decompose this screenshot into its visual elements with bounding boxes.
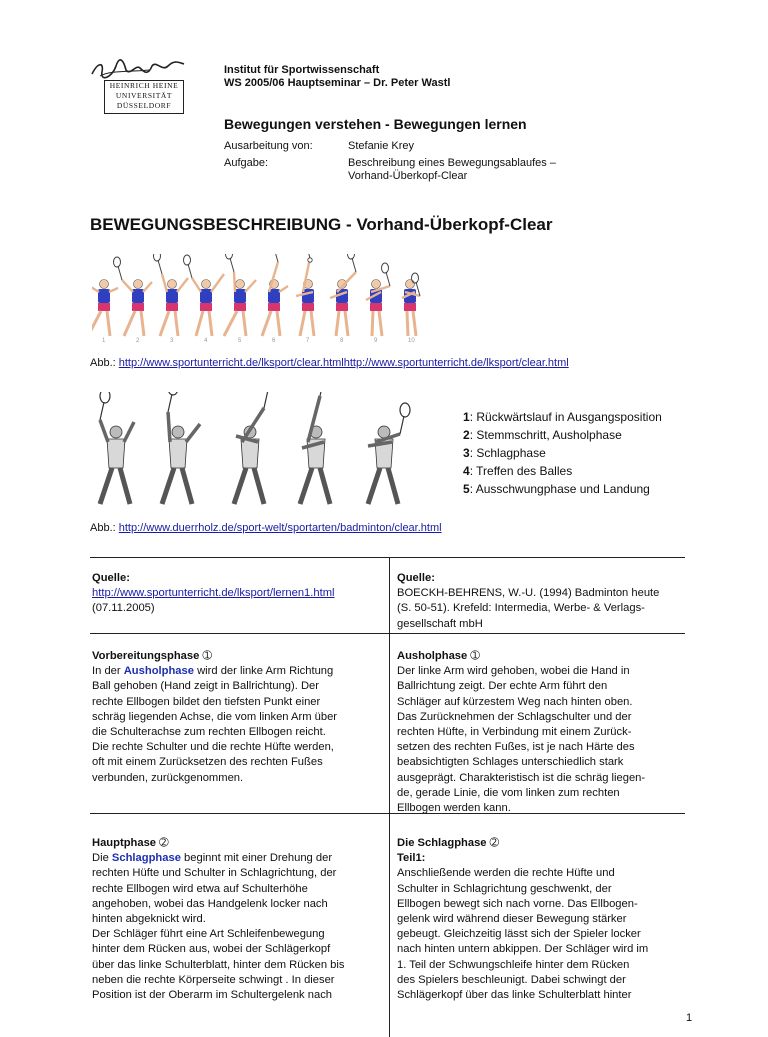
task-value-line2: Vorhand-Überkopf-Clear [348,170,468,182]
figure2-caption-prefix: Abb.: [90,522,116,534]
frame-number: 10 [408,338,415,344]
document-heading: Bewegungen verstehen - Bewegungen lernen [224,116,527,132]
author-value: Stefanie Krey [348,140,415,152]
right-phase1-line: Schläger auf kürzestem Weg nach hinten oben. [397,695,633,708]
left-phase2-line: neben die rechte Körperseite schwingt . In dieser [92,973,335,986]
keyword-schlagphase: Schlagphase [111,852,181,865]
right-phase1-cell [397,649,687,816]
logo-line-3: DÜSSELDORF [116,101,172,110]
player-figure [224,254,256,344]
right-phase2-line: Schulter in Schlagrichtung geschwenkt, der [397,882,612,895]
right-phase2-line: Schlägerkopf über das linke Schulterblatt hinter [397,989,632,1002]
seminar-line: WS 2005/06 Hauptseminar – Dr. Peter Wastl [224,77,451,89]
left-phase2-first-line [92,851,384,866]
grayscale-player-figure [368,403,410,504]
frame-number: 1 [102,338,106,344]
legend-num: 5 [463,482,470,496]
legend-item [463,408,662,426]
left-phase1-line: schräg liegenden Achse, die vom linken Arm über [92,710,338,723]
player-figure [296,254,314,344]
shuttlecock-icon [308,258,312,262]
right-source-cell [397,571,685,632]
right-phase1-line: setzen des rechten Fußes, ist je nach Härte des [397,741,635,754]
grayscale-player-figure [162,392,200,504]
figure2-caption [90,522,442,535]
player-figure [184,255,225,344]
legend-item [463,480,662,498]
left-phase1-title: Vorbereitungsphase ➀ [92,650,212,662]
legend-num: 2 [463,428,470,442]
table-rule-top [90,557,685,558]
right-phase2-line: Anschließende werden die rechte Hüfte und [397,867,615,880]
frame-number: 9 [374,338,378,344]
keyword-ausholphase: Ausholphase [123,665,194,678]
player-figure [114,257,153,344]
right-phase1-line: Ellbogen werden kann. [397,802,511,815]
legend-text: : Rückwärtslauf in Ausgangsposition [469,410,662,424]
text-fragment: Die [92,852,112,865]
legend-item [463,444,662,462]
logo-signature-icon [90,58,186,80]
task-label: Aufgabe: [224,157,269,169]
left-phase1-line: oft mit einem Zurücksetzen des rechten Fußes [92,756,323,769]
author-label: Ausarbeitung von: [224,140,313,152]
task-value-line1: Beschreibung eines Bewegungsablaufes – [348,157,556,169]
left-phase1-line: Ball gehoben (Hand zeigt in Ballrichtung). Der [92,680,319,693]
left-source-link[interactable]: http://www.sportunterricht.de/lksport/lernen1.html [92,587,335,600]
legend-text: : Stemmschritt, Ausholphase [469,428,622,442]
left-phase2-line: Position ist der Oberarm im Schultergelenk nach [92,989,333,1002]
legend-item [463,426,662,444]
right-phase1-line: ausgeprägt. Charakteristisch ist die schräg liegen- [397,771,646,784]
right-phase1-line: Der linke Arm wird gehoben, wobei die Hand in [397,665,630,678]
left-phase1-line: rechte Ellbogen bildet den tiefsten Punkt einer [92,695,321,708]
comparison-table [90,557,685,1037]
figure1-caption-prefix: Abb.: [90,357,116,369]
player-figure [92,261,118,344]
player-figure [330,254,356,344]
left-phase1-line: Die rechte Schulter und die rechte Hüfte werden, [92,741,334,754]
legend-text: : Ausschwungphase und Landung [469,482,650,496]
left-phase1-line: verbunden, zurückgenommen. [92,771,244,784]
right-phase1-line: de, gerade Linie, die vom linken zum rechten [397,786,620,799]
figure1-caption-link[interactable]: http://www.sportunterricht.de/lksport/clear.htmlhttp://www.sportunterricht.de/lksport/clear.html [118,357,569,369]
text-fragment: beginnt mit einer Drehung der [180,852,333,865]
right-phase2-line: 1. Teil der Schwungschleife hinter dem Rücken [397,958,630,971]
right-phase2-line: des Spielers beschleunigt. Dabei schwingt der [397,973,626,986]
player-figure [262,254,288,344]
left-phase2-line: rechte Ellbogen wird etwa auf Schulterhöhe [92,882,308,895]
table-rule-middle [389,557,390,1037]
right-source-line: (S. 50-51). Krefeld: Intermedia, Werbe- & Verlags- [397,602,645,615]
figure1-caption [90,357,569,370]
left-phase2-title: Hauptphase ➁ [92,837,169,849]
legend-text: : Treffen des Balles [469,464,573,478]
right-phase2-line: gelenk wird während dieser Bewegung stärker [397,913,627,926]
left-source-cell [92,571,382,617]
figure1-sequence-image [92,254,437,346]
institute-name: Institut für Sportwissenschaft [224,64,380,76]
text-fragment: wird der linke Arm Richtung [193,665,334,678]
figure2-sequence-image [92,392,427,508]
left-phase2-line: über das linke Schulterblatt, hinter dem Rücken bis [92,958,345,971]
frame-number: 6 [272,338,276,344]
player-figure [154,254,189,344]
university-logo [90,58,188,114]
frame-number: 7 [306,338,310,344]
left-phase1-cell [92,649,384,786]
figure2-caption-link[interactable]: http://www.duerrholz.de/sport-welt/sportarten/badminton/clear.html [118,522,442,534]
logo-line-1: HEINRICH HEINE [109,81,179,90]
left-source-label: Quelle: [92,572,130,584]
legend-text: : Schlagphase [469,446,546,460]
left-phase2-line: rechten Hüfte und Schulter in Schlagrichtung, der [92,867,337,880]
legend-num: 3 [463,446,470,460]
table-rule-1 [90,633,685,634]
right-source-line: BOECKH-BEHRENS, W.-U. (1994) Badminton heute [397,587,660,600]
left-phase2-line: hinter dem Rücken aus, wobei der Schlägerkopf [92,943,331,956]
right-phase1-line: beabsichtigten Schlages unterschiedlich stark [397,756,624,769]
left-phase2-line: Der Schläger führt eine Art Schleifenbewegung [92,928,325,941]
left-phase2-line: angehoben, wobei das Handgelenk locker nach [92,897,328,910]
frame-number: 5 [238,338,242,344]
frame-number: 3 [170,338,174,344]
frame-number: 8 [340,338,344,344]
logo-text-box [104,80,184,114]
right-phase2-line: gebeugt. Gleichzeitig lässt sich der Spieler locker [397,928,641,941]
frame-number: 2 [136,338,140,344]
text-fragment: In der [92,665,124,678]
right-phase2-cell [397,836,687,1003]
figure2-svg [92,392,427,508]
left-phase1-first-line [92,664,384,679]
figure1-svg [92,254,437,346]
legend-num: 1 [463,410,470,424]
left-source-date: (07.11.2005) [92,602,155,615]
right-phase1-title: Ausholphase ➀ [397,650,480,662]
figure2-legend [463,408,662,498]
player-figure [366,263,390,344]
grayscale-player-figure [234,392,274,504]
left-phase2-cell [92,836,384,1003]
legend-num: 4 [463,464,470,478]
right-source-label: Quelle: [397,572,435,584]
main-title: BEWEGUNGSBESCHREIBUNG - Vorhand-Überkopf-Clear [90,215,553,234]
player-figure [402,273,420,344]
left-phase2-line: hinten abgeknickt wird. [92,913,206,926]
right-phase2-line: nach hinten untern abkippen. Der Schläger wird im [397,943,649,956]
grayscale-player-figure [100,392,134,504]
grayscale-player-figure [300,392,330,504]
logo-line-2: UNIVERSITÄT [115,91,173,100]
right-phase2-subtitle: Teil1: [397,852,426,865]
frame-number: 4 [204,338,208,344]
right-phase2-line: Ellbogen bewegt sich nach vorne. Das Ellbogen- [397,897,638,910]
right-phase1-line: Ballrichtung zeigt. Der echte Arm führt den [397,680,608,693]
right-source-line: gesellschaft mbH [397,617,483,630]
legend-item [463,462,662,480]
left-phase1-line: die Schulterachse zum rechten Ellbogen reicht. [92,726,326,739]
right-phase1-line: rechten Hüfte, in Verbindung mit einem Zurück- [397,726,632,739]
right-phase1-line: Das Zurücknehmen der Schlagschulter und der [397,710,632,723]
page-number: 1 [686,1012,693,1024]
right-phase2-title: Die Schlagphase ➁ [397,837,500,849]
